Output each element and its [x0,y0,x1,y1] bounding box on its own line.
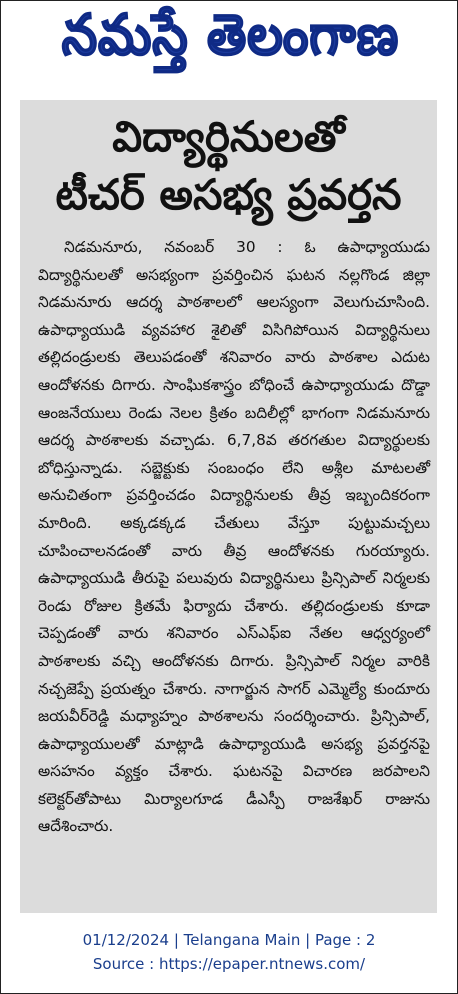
footer-date-edition: 01/12/2024 | Telangana Main | Page : 2 [82,931,376,949]
headline-line-1: విద్యార్థినులతో [112,112,345,161]
footer-source-link[interactable]: Source : https://epaper.ntnews.com/ [92,955,366,973]
article-headline [20,108,437,224]
masthead-logo-text: నమస్తే తెలంగాణ [61,2,399,68]
page-footer [0,928,458,976]
newspaper-masthead [20,4,440,80]
article-body: నిడమనూరు, నవంబర్ 30 : ఓ ఉపాధ్యాయుడు విద్యార్థినులతో అసభ్యంగా ప్రవర్తించిన ఘటన నల్లగొండ జిల్లా నిడమనూరు ఆదర్శ పాఠశాలలో ఆలస్యంగా వెలుగుచూసింది. ఉపాధ్యాయుడి వ్యవహార శైలితో విసిగిపోయిన విద్యార్థినులు తల్లిదండ్రులకు తెలుపడంతో శనివారం వారు పాఠశాల ఎదుట ఆందోళనకు దిగారు. సాంఘికశాస్త్రం బోధించే ఉపాధ్యాయుడు దొడ్డా ఆంజనేయులు రెండు నెలల క్రితం బదిలీల్లో భాగంగా నిడమనూరు ఆదర్శ పాఠశాలకు వచ్చాడు. 6,7,8వ తరగతుల విద్యార్థులకు బోధిస్తున్నాడు. సబ్జెక్టుకు సంబంధం లేని అశ్లీల మాటలతో అనుచితంగా ప్రవర్తించడం విద్యార్థినులకు తీవ్ర ఇబ్బందికరంగా మారింది. అక్కడక్కడ చేతులు వేస్తూ పుట్టుమచ్చలు చూపించాలనడంతో వారు తీవ్ర ఆందోళనకు గురయ్యారు. ఉపాధ్యాయుడి తీరుపై పలువురు విద్యార్థినులు ప్రిన్సిపాల్ నిర్మలకు రెండు రోజుల క్రితమే ఫిర్యాదు చేశారు. తల్లిదండ్రులకు కూడా చెప్పడంతో వారు శనివారం ఎస్ఎఫ్ఐ నేతల ఆధ్వర్యంలో పాఠశాలకు వచ్చి ఆందోళనకు దిగారు. ప్రిన్సిపాల్ నిర్మల వారికి నచ్చజెప్పే ప్రయత్నం చేశారు. నాగార్జున సాగర్ ఎమ్మెల్యే కుందూరు జయవీర్‌రెడ్డి మధ్యాహ్నం పాఠశాలను సందర్శించారు. ప్రిన్సిపాల్, ఉపాధ్యాయులతో మాట్లాడి ఉపాధ్యాయుడి అసభ్య ప్రవర్తనపై అసహనం వ్యక్తం చేశారు. ఘటనపై విచారణ జరపాలని కలెక్టర్‌తోపాటు మిర్యాలగూడ డీఎస్పీ రాజశేఖర్ రాజును ఆదేశించారు. [38,238,430,836]
headline-line-2: టీచర్ అసభ్య ప్రవర్తన [55,170,402,219]
news-article-clipping [20,100,437,913]
